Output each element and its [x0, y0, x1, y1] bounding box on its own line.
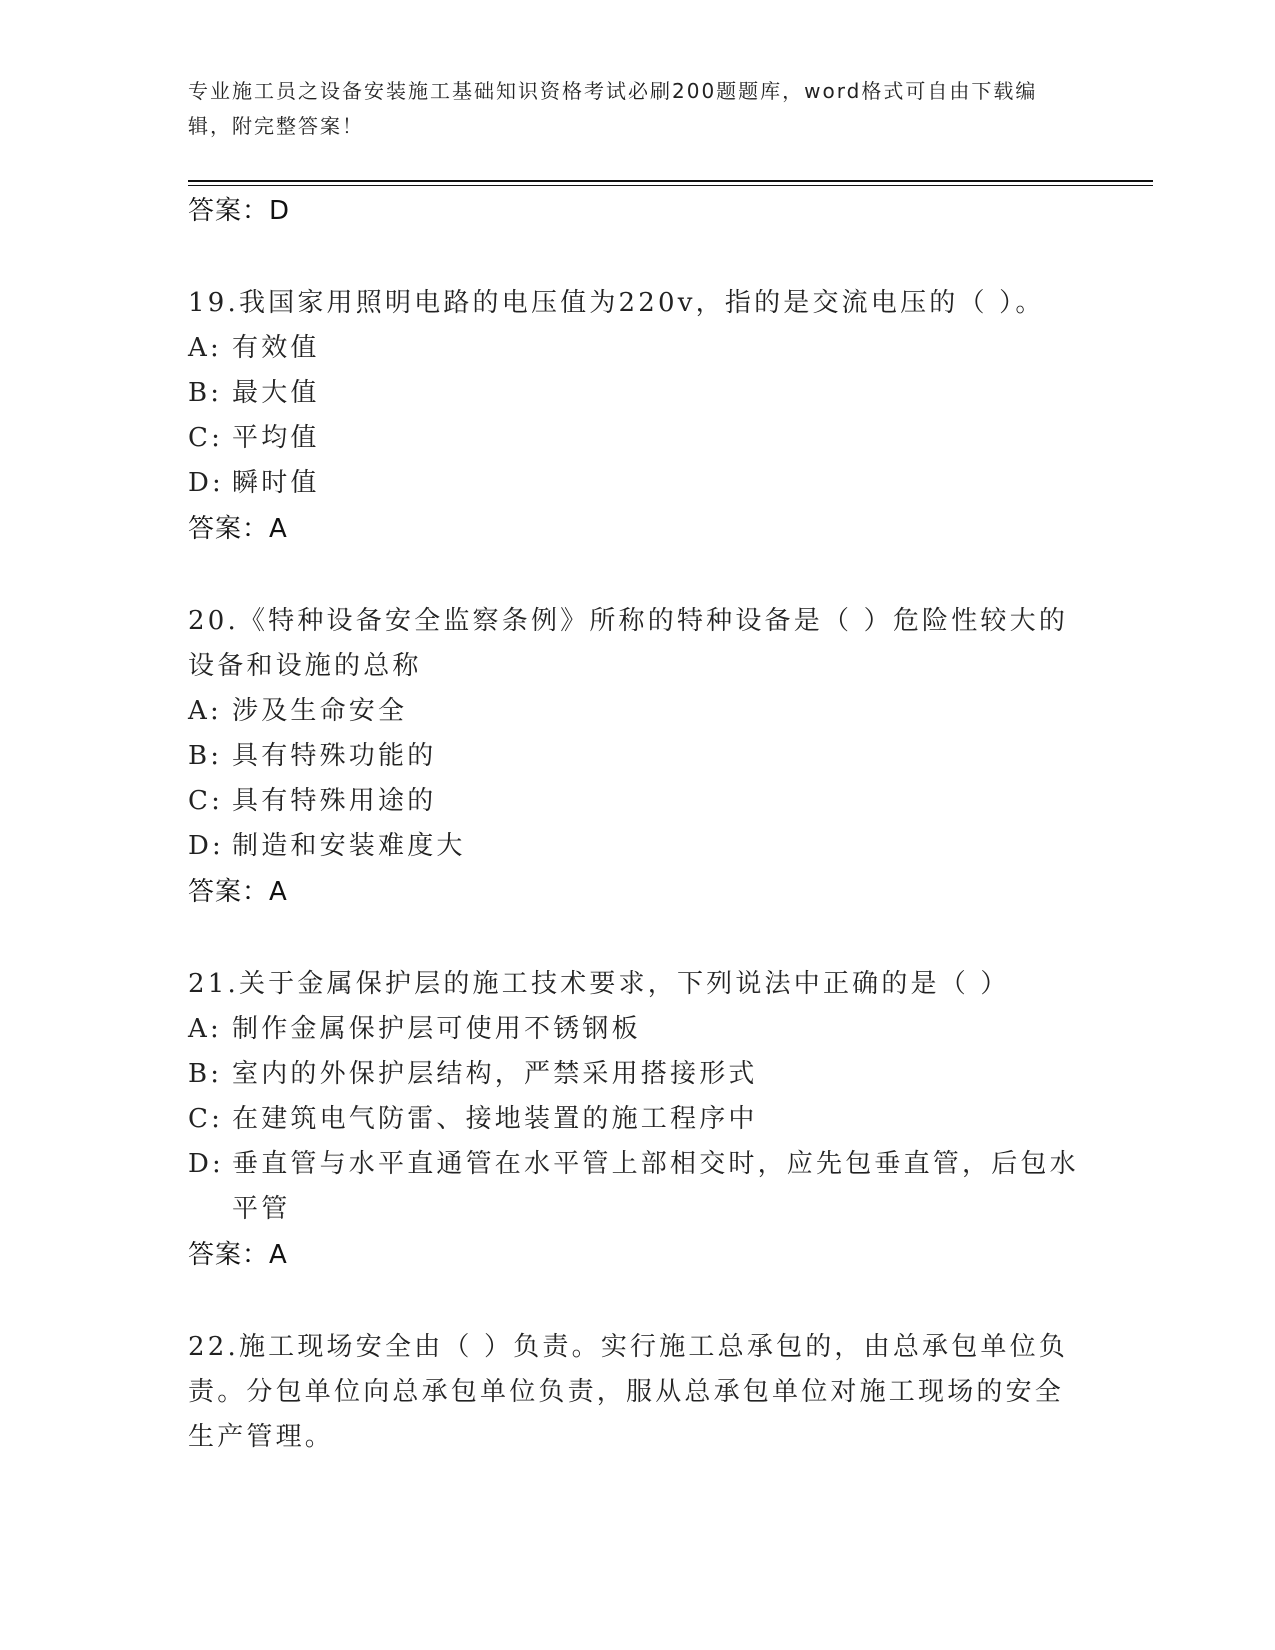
option-d	[188, 824, 1088, 869]
option-key: A:	[188, 1014, 222, 1044]
option-text: 瞬时值	[232, 468, 320, 498]
option-text: 有效值	[232, 333, 320, 363]
option-key: C:	[188, 423, 224, 453]
option-b	[188, 1052, 1088, 1097]
header-rule-thick	[188, 180, 1153, 182]
option-text: 具有特殊用途的	[232, 786, 437, 816]
option-a	[188, 326, 1088, 371]
option-key: B:	[188, 1059, 223, 1089]
option-key: B:	[188, 741, 223, 771]
option-b	[188, 734, 1088, 779]
option-text: 涉及生命安全	[232, 696, 408, 726]
question-19	[188, 281, 1088, 552]
option-text: 平均值	[232, 423, 320, 453]
option-text: 室内的外保护层结构，严禁采用搭接形式	[232, 1059, 758, 1089]
question-text: 22.施工现场安全由（ ）负责。实行施工总承包的，由总承包单位负责。分包单位向总承包单位负责，服从总承包单位对施工现场的安全生产管理。	[188, 1332, 1069, 1452]
option-key: C:	[188, 1104, 224, 1134]
option-a	[188, 1007, 1088, 1052]
option-c	[188, 779, 1088, 824]
option-text: 具有特殊功能的	[232, 741, 437, 771]
question-list	[188, 188, 1088, 1460]
option-text: 在建筑电气防雷、接地装置的施工程序中	[232, 1104, 758, 1134]
option-key: A:	[188, 696, 222, 726]
option-key: C:	[188, 786, 224, 816]
question-22	[188, 1325, 1088, 1460]
answer: 答案：A	[188, 877, 288, 907]
option-c	[188, 1097, 1088, 1142]
option-c	[188, 416, 1088, 461]
question-21	[188, 962, 1088, 1278]
answer: 答案：A	[188, 514, 288, 544]
option-key: B:	[188, 378, 223, 408]
question-text: 19.我国家用照明电路的电压值为220v，指的是交流电压的（ ）。	[188, 288, 1045, 318]
document-header: 专业施工员之设备安装施工基础知识资格考试必刷200题题库，word格式可自由下载编辑，附完整答案！	[188, 79, 1038, 138]
option-b	[188, 371, 1088, 416]
option-text: 制造和安装难度大	[232, 831, 466, 861]
question-text: 21.关于金属保护层的施工技术要求，下列说法中正确的是（ ）	[188, 969, 1010, 999]
option-key: A:	[188, 333, 222, 363]
header-rule-thin	[188, 185, 1153, 186]
option-key: D:	[188, 1149, 225, 1179]
option-a	[188, 689, 1088, 734]
option-text: 最大值	[232, 378, 320, 408]
question-text: 20.《特种设备安全监察条例》所称的特种设备是（ ）危险性较大的设备和设施的总称	[188, 606, 1069, 681]
option-d	[188, 1142, 1088, 1232]
option-key: D:	[188, 831, 225, 861]
option-text: 制作金属保护层可使用不锈钢板	[232, 1014, 641, 1044]
option-text: 垂直管与水平直通管在水平管上部相交时，应先包垂直管，后包水平管	[232, 1149, 1079, 1224]
question-20	[188, 599, 1088, 915]
answer-previous: 答案：D	[188, 196, 291, 226]
option-d	[188, 461, 1088, 506]
answer: 答案：A	[188, 1240, 288, 1270]
option-key: D:	[188, 468, 225, 498]
